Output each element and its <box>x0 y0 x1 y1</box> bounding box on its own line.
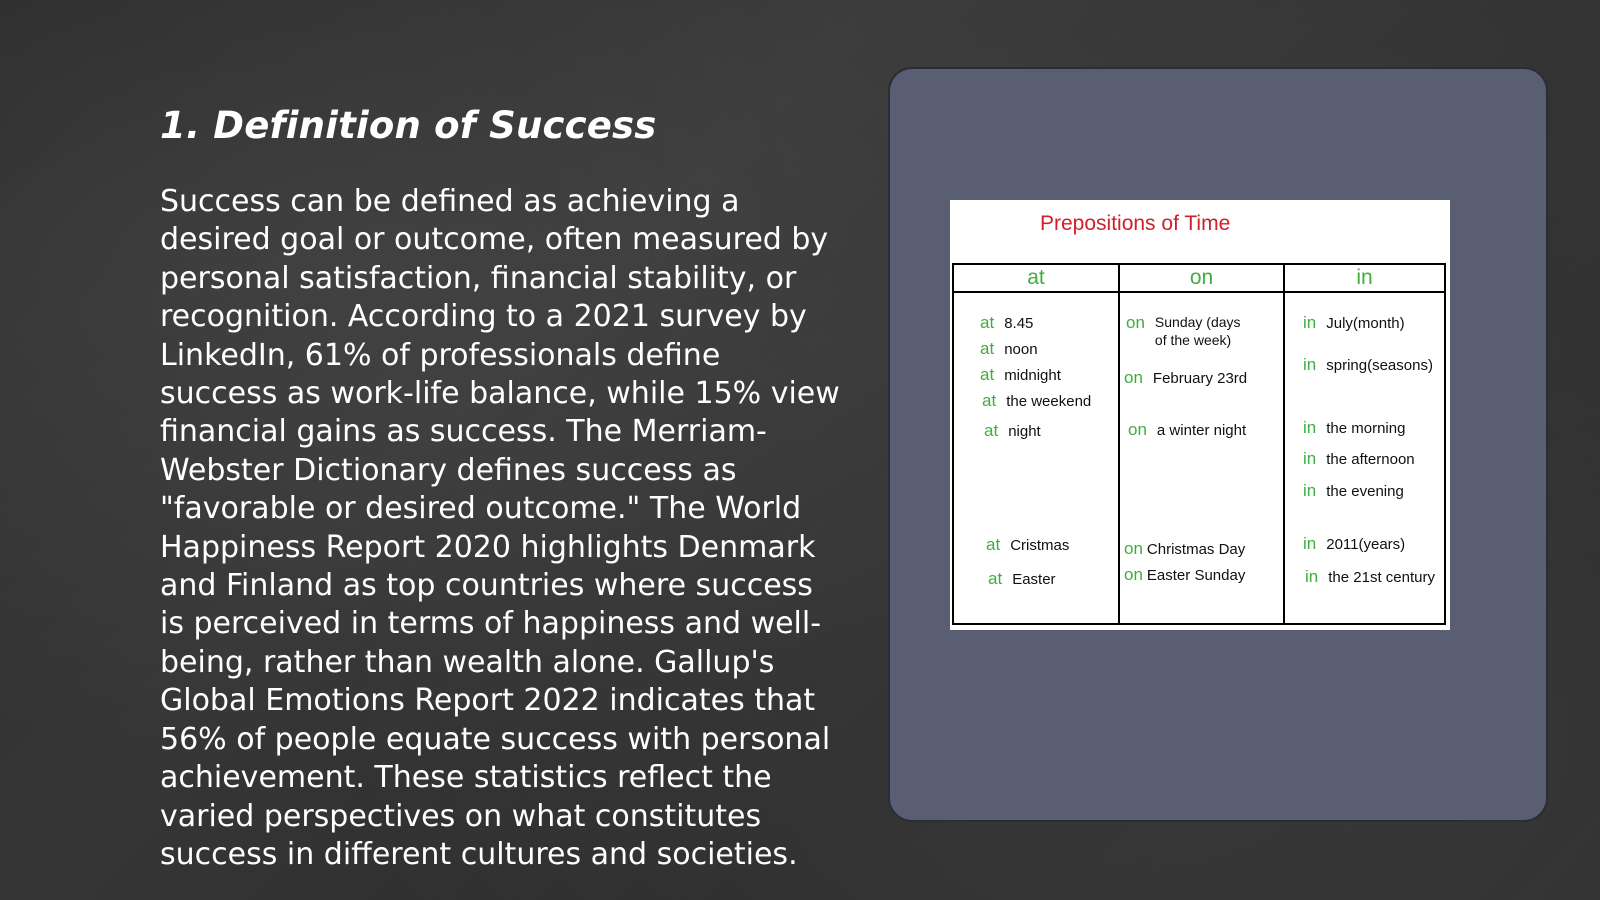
column-header-at: at <box>954 265 1118 293</box>
column-at <box>954 265 1120 623</box>
table-entry <box>986 535 1069 555</box>
entry-text: night <box>1008 423 1041 440</box>
table-entry <box>982 391 1091 411</box>
entry-text: midnight <box>1004 367 1061 384</box>
entry-text: July(month) <box>1326 315 1405 332</box>
table-entry <box>1303 534 1405 554</box>
table-entry <box>980 339 1038 359</box>
prep-label: in <box>1303 449 1317 468</box>
prep-label: in <box>1305 567 1319 586</box>
entry-text: Easter Sunday <box>1146 567 1246 584</box>
column-in <box>1285 265 1444 623</box>
table-entry <box>1126 313 1255 349</box>
prep-label: at <box>986 535 1001 554</box>
table-entry <box>1124 368 1247 388</box>
entry-text: 8.45 <box>1004 315 1034 332</box>
table-entry <box>1303 355 1433 375</box>
prep-label: at <box>980 313 995 332</box>
column-header-on: on <box>1120 265 1283 293</box>
entry-text: the weekend <box>1006 393 1092 410</box>
table-entry <box>1124 565 1245 585</box>
entry-text: February 23rd <box>1152 370 1248 387</box>
prep-label: on <box>1124 368 1143 387</box>
prep-label: in <box>1303 355 1317 374</box>
prep-label: on <box>1128 420 1147 439</box>
prep-label: in <box>1303 481 1317 500</box>
table-entry <box>980 313 1033 333</box>
entry-text: the evening <box>1326 483 1404 500</box>
prep-label: on <box>1124 539 1143 558</box>
entry-text: Christmas Day <box>1146 541 1246 558</box>
column-on <box>1120 265 1285 623</box>
entry-text: the morning <box>1326 420 1406 437</box>
table-entry <box>1303 313 1405 333</box>
prep-label: in <box>1303 418 1317 437</box>
entry-text: Sunday (days of the week) <box>1154 314 1241 348</box>
table-entry <box>1124 539 1245 559</box>
prepositions-table <box>952 263 1446 625</box>
table-entry <box>984 421 1041 441</box>
prep-label: in <box>1303 534 1317 553</box>
prepositions-figure <box>950 200 1450 630</box>
prep-label: on <box>1124 565 1143 584</box>
table-entry <box>1128 420 1246 440</box>
entry-text: Cristmas <box>1010 537 1070 554</box>
prep-label: at <box>980 365 995 384</box>
table-entry <box>1303 418 1405 438</box>
table-entry <box>980 365 1061 385</box>
entry-text: the 21st century <box>1328 569 1435 586</box>
entry-text: noon <box>1004 341 1038 358</box>
prep-label: on <box>1126 313 1145 332</box>
table-entry <box>1303 481 1404 501</box>
table-entry <box>1303 449 1415 469</box>
entry-text: spring(seasons) <box>1326 357 1433 374</box>
prep-label: at <box>982 391 997 410</box>
prep-label: in <box>1303 313 1317 332</box>
entry-text: a winter night <box>1156 422 1247 439</box>
table-entry <box>1305 567 1435 587</box>
figure-title: Prepositions of Time <box>1040 212 1231 235</box>
entry-text: Easter <box>1012 571 1056 588</box>
entry-text: 2011(years) <box>1326 536 1406 553</box>
slide-body-text: Success can be defined as achieving a desired goal or outcome, often measured by personal satisfaction, financial stability, or recognition. According to a 2021 survey by LinkedIn, 61% of professionals define success as work-life balance, while 15% view financial gains as success. The Merriam-Webster Dictionary defines success as "favorable or desired outcome." The World Happiness Report 2020 highlights Denmark and Finland as top countries where success is perceived in terms of happiness and well-being, rather than wealth alone. Gallup's Global Emotions Report 2022 indicates that 56% of people equate success with personal achievement. These statistics reflect the varied perspectives on what constitutes success in different cultures and societies. <box>160 184 840 872</box>
prep-label: at <box>988 569 1003 588</box>
prep-label: at <box>980 339 995 358</box>
column-header-in: in <box>1285 265 1444 293</box>
entry-text: the afternoon <box>1326 451 1415 468</box>
table-entry <box>988 569 1056 589</box>
slide-heading: 1. Definition of Success <box>160 104 657 147</box>
prep-label: at <box>984 421 999 440</box>
